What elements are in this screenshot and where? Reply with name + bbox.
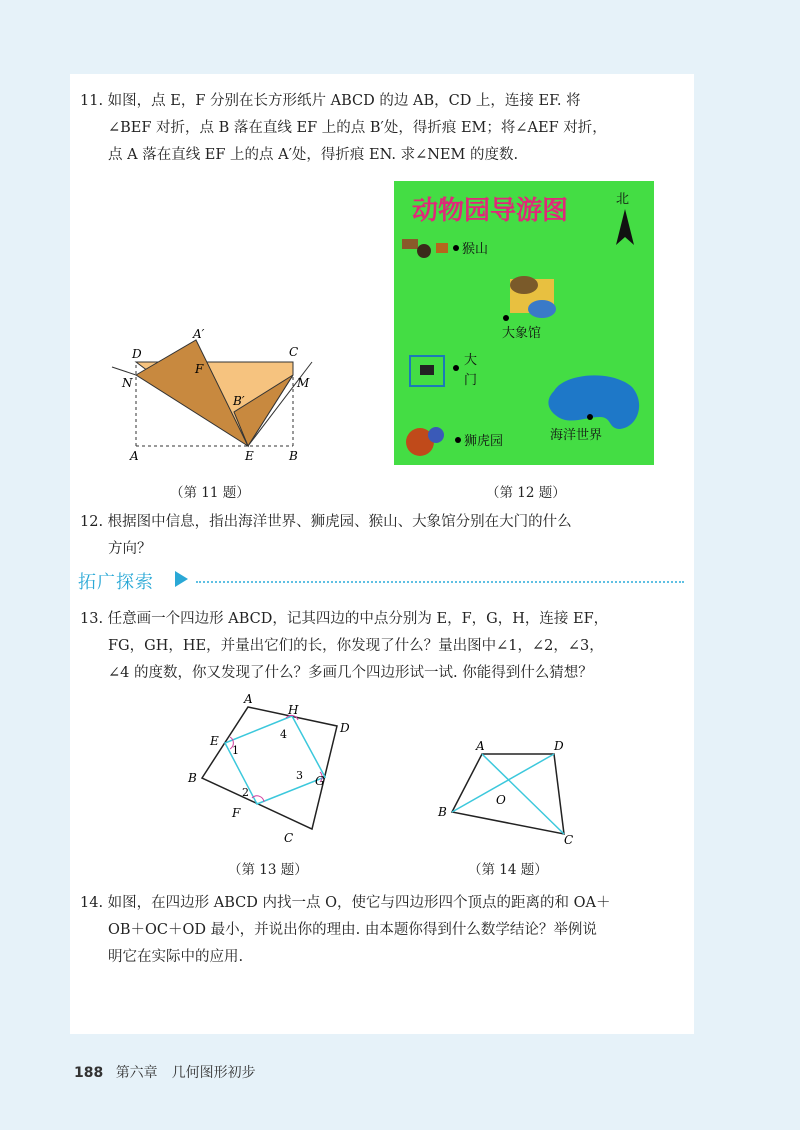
label-A: A bbox=[476, 739, 485, 753]
label-C: C bbox=[289, 345, 299, 359]
label-O: O bbox=[496, 793, 506, 807]
problem-14-line-2: OB＋OC＋OD 最小，并说出你的理由. 由本题你得到什么数学结论？举例说 bbox=[108, 922, 597, 938]
label-H: H bbox=[288, 703, 299, 717]
section-arrow-icon bbox=[175, 571, 188, 587]
place-ocean: 海洋世界 bbox=[550, 428, 603, 443]
page-footer bbox=[74, 1062, 256, 1082]
place-gate-2: 门 bbox=[464, 373, 478, 388]
label-A-prime: A′ bbox=[193, 327, 205, 341]
problem-13-line-3: ∠4 的度数，你又发现了什么？多画几个四边形试一试. 你能得到什么猜想？ bbox=[108, 665, 593, 681]
label-M: M bbox=[297, 376, 310, 390]
figure-13-caption: （第 13 题） bbox=[228, 862, 308, 878]
north-label: 北 bbox=[616, 192, 630, 207]
elephant-icon bbox=[510, 276, 538, 294]
section-title: 拓广探索 bbox=[78, 572, 154, 593]
problem-11 bbox=[80, 88, 607, 169]
problem-14-line-1: 14. 如图，在四边形 ABCD 内找一点 O，使它与四边形四个顶点的距离的和 OA＋ bbox=[80, 895, 611, 911]
page-number: 188 bbox=[74, 1065, 104, 1081]
place-lion: 狮虎园 bbox=[464, 434, 504, 449]
label-F: F bbox=[195, 362, 204, 376]
label-F: F bbox=[232, 806, 241, 820]
chapter-title: 第六章 几何图形初步 bbox=[115, 1065, 256, 1081]
figure-12-caption: （第 12 题） bbox=[486, 485, 566, 501]
place-monkey: 猴山 bbox=[462, 242, 489, 257]
label-C: C bbox=[564, 833, 574, 847]
problem-13 bbox=[80, 606, 608, 687]
figure-14 bbox=[430, 730, 590, 850]
label-B-prime: B′ bbox=[233, 394, 245, 408]
elephant-icon-2 bbox=[528, 300, 556, 318]
label-D: D bbox=[554, 739, 564, 753]
place-gate-1: 大 bbox=[464, 353, 478, 368]
section-divider bbox=[196, 581, 684, 583]
label-E: E bbox=[245, 449, 254, 463]
angle-4: 4 bbox=[280, 728, 287, 741]
label-B: B bbox=[188, 771, 197, 785]
map-title: 动物园导游图 bbox=[412, 196, 569, 226]
label-B: B bbox=[438, 805, 447, 819]
problem-14 bbox=[80, 890, 610, 971]
gate-icon bbox=[420, 365, 434, 375]
label-D: D bbox=[340, 721, 350, 735]
problem-11-line-3: 点 A 落在直线 EF 上的点 A′处，得折痕 EN. 求∠NEM 的度数. bbox=[108, 147, 519, 163]
figure-11 bbox=[100, 320, 340, 470]
problem-12-line-1: 12. 根据图中信息，指出海洋世界、狮虎园、猴山、大象馆分别在大门的什么 bbox=[80, 514, 572, 530]
label-A: A bbox=[244, 692, 253, 706]
problem-13-line-2: FG，GH，HE，并量出它们的长，你发现了什么？量出图中∠1，∠2，∠3， bbox=[108, 638, 604, 654]
angle-2: 2 bbox=[242, 786, 249, 799]
label-B: B bbox=[289, 449, 298, 463]
figure-13 bbox=[180, 692, 370, 852]
label-E: E bbox=[210, 734, 219, 748]
label-D: D bbox=[132, 347, 142, 361]
label-G: G bbox=[315, 774, 325, 788]
monkey-icon bbox=[402, 239, 418, 249]
label-N: N bbox=[122, 376, 133, 390]
problem-12 bbox=[80, 509, 572, 563]
problem-11-line-1: 11. 如图，点 E，F 分别在长方形纸片 ABCD 的边 AB，CD 上，连接 EF. 将 bbox=[80, 93, 581, 109]
angle-1: 1 bbox=[232, 744, 239, 757]
problem-11-line-2: ∠BEF 对折，点 B 落在直线 EF 上的点 B′处，得折痕 EM；将∠AEF 对折， bbox=[108, 120, 607, 136]
place-elephant: 大象馆 bbox=[502, 326, 542, 341]
figure-11-caption: （第 11 题） bbox=[170, 485, 250, 501]
problem-14-line-3: 明它在实际中的应用. bbox=[108, 949, 244, 965]
label-A: A bbox=[130, 449, 139, 463]
figure-12-zoo-map bbox=[394, 181, 654, 465]
problem-12-line-2: 方向？ bbox=[108, 541, 152, 557]
problem-13-line-1: 13. 任意画一个四边形 ABCD，记其四边的中点分别为 E，F，G，H，连接 EF， bbox=[80, 611, 609, 627]
label-C: C bbox=[284, 831, 294, 845]
figure-14-caption: （第 14 题） bbox=[468, 862, 548, 878]
angle-3: 3 bbox=[296, 769, 303, 782]
